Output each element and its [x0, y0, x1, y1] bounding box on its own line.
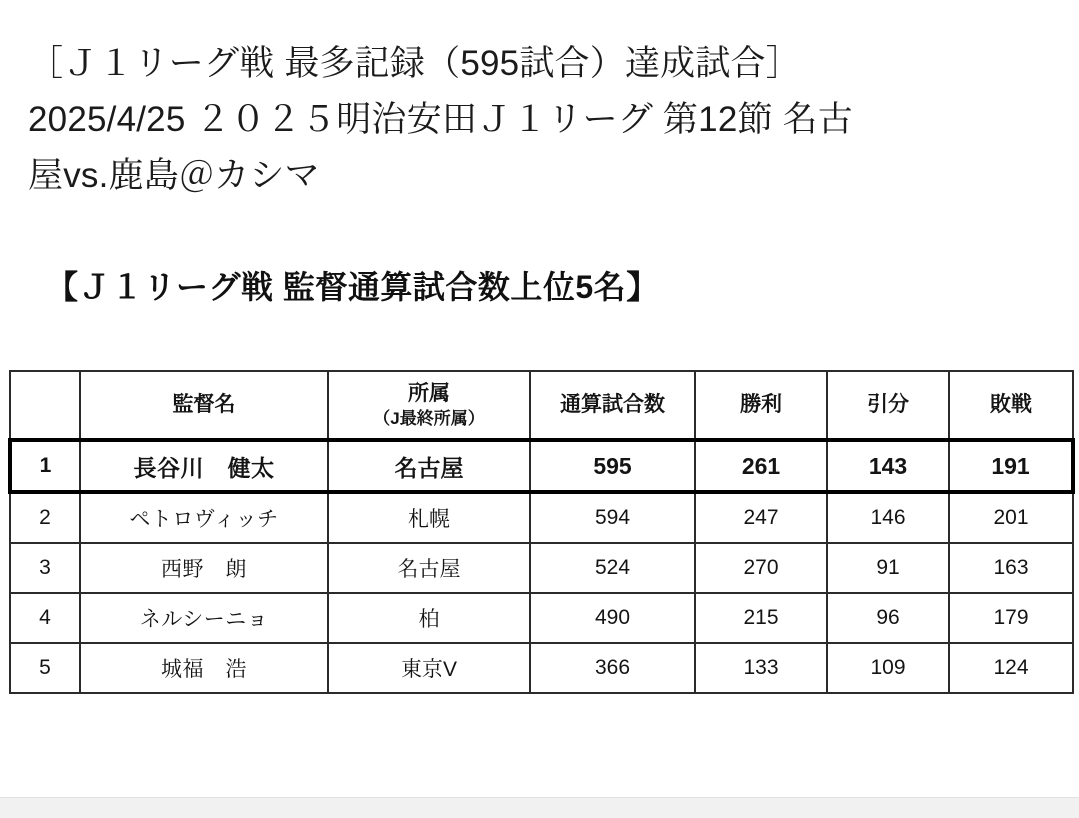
cell-draws: 146	[827, 492, 949, 543]
table-row	[10, 643, 1073, 693]
cell-club: 柏	[328, 593, 530, 643]
cell-draws: 109	[827, 643, 949, 693]
cell-wins: 215	[695, 593, 827, 643]
table-row	[10, 492, 1073, 543]
cell-draws: 96	[827, 593, 949, 643]
cell-manager: 西野 朗	[80, 543, 328, 593]
cell-club: 東京V	[328, 643, 530, 693]
cell-games: 366	[530, 643, 695, 693]
cell-rank: 3	[10, 543, 80, 593]
table-row	[10, 440, 1073, 492]
header-draws: 引分	[827, 371, 949, 440]
header-club-sub: （J最終所属）	[373, 408, 485, 428]
cell-losses: 201	[949, 492, 1073, 543]
header-club	[328, 371, 530, 440]
header-rank	[10, 371, 80, 440]
table-row	[10, 543, 1073, 593]
cell-wins: 247	[695, 492, 827, 543]
cell-losses: 163	[949, 543, 1073, 593]
cell-losses: 124	[949, 643, 1073, 693]
table-row	[10, 593, 1073, 643]
cell-games: 524	[530, 543, 695, 593]
cell-games: 490	[530, 593, 695, 643]
cell-club: 札幌	[328, 492, 530, 543]
cell-rank: 1	[10, 440, 80, 492]
cell-manager: 長谷川 健太	[80, 440, 328, 492]
cell-club: 名古屋	[328, 543, 530, 593]
cell-rank: 5	[10, 643, 80, 693]
cell-manager: 城福 浩	[80, 643, 328, 693]
header-manager: 監督名	[80, 371, 328, 440]
cell-manager: ネルシーニョ	[80, 593, 328, 643]
cell-losses: 179	[949, 593, 1073, 643]
header-club-main: 所属	[408, 382, 450, 406]
cell-losses: 191	[949, 440, 1073, 492]
headline-block	[0, 0, 1079, 204]
cell-draws: 91	[827, 543, 949, 593]
table-header	[10, 371, 1073, 440]
cell-games: 595	[530, 440, 695, 492]
cell-games: 594	[530, 492, 695, 543]
header-losses: 敗戦	[949, 371, 1073, 440]
table-header-row	[10, 371, 1073, 440]
cell-wins: 270	[695, 543, 827, 593]
cell-rank: 2	[10, 492, 80, 543]
table-body	[10, 440, 1073, 693]
manager-ranking-table	[8, 370, 1075, 694]
cell-draws: 143	[827, 440, 949, 492]
cell-wins: 261	[695, 440, 827, 492]
cell-club: 名古屋	[328, 440, 530, 492]
headline-line-3: 屋vs.鹿島＠カシマ	[28, 156, 320, 195]
headline-line-1: ［Ｊ１リーグ戦 最多記録（595試合）達成試合］	[28, 44, 801, 83]
footer-strip	[0, 797, 1079, 818]
cell-manager: ペトロヴィッチ	[80, 492, 328, 543]
ranking-table-wrapper	[0, 370, 1079, 694]
section-subheading: 【Ｊ１リーグ戦 監督通算試合数上位5名】	[46, 269, 659, 305]
headline-line-2: 2025/4/25 ２０２５明治安田Ｊ１リーグ 第12節 名古	[28, 100, 854, 139]
header-wins: 勝利	[695, 371, 827, 440]
header-games: 通算試合数	[530, 371, 695, 440]
cell-wins: 133	[695, 643, 827, 693]
cell-rank: 4	[10, 593, 80, 643]
